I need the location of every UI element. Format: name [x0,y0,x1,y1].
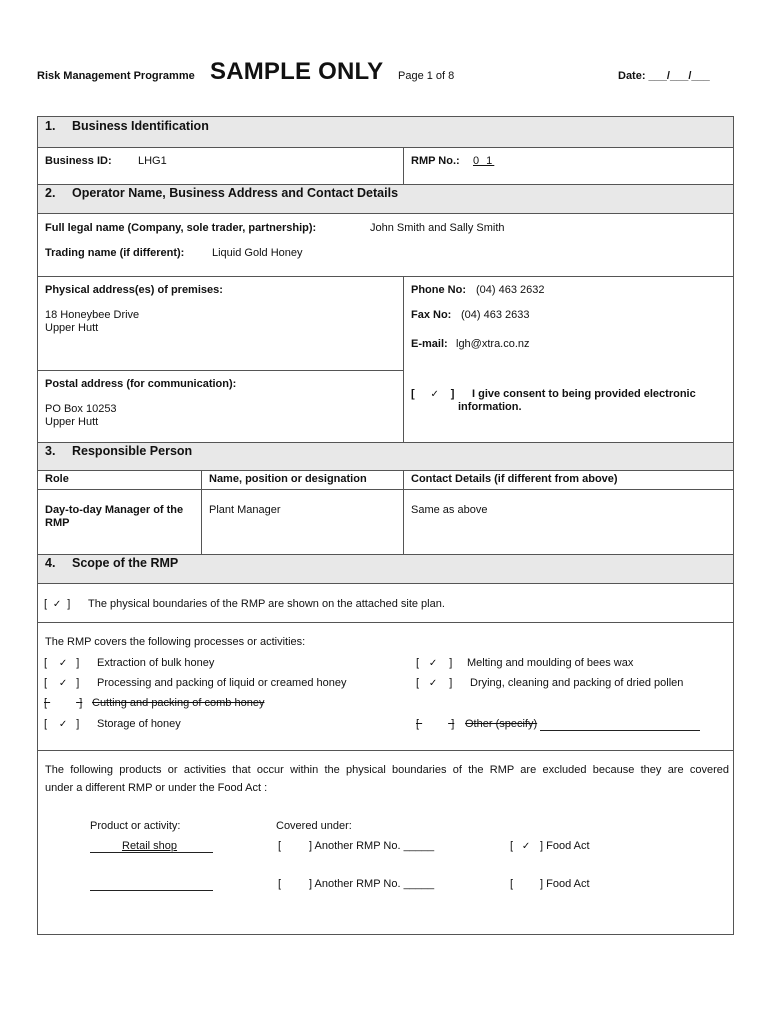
boundaries-checkbox[interactable] [44,598,70,610]
page-number: Page 1 of 8 [398,70,455,82]
open-bracket: [ [44,598,48,610]
consent-text-line2: information. [458,401,522,413]
specify-line[interactable] [540,730,700,731]
excluded-line1: The following products or activities that occur within the physical boundaries of the RMP are excluded because they are covered [45,764,729,776]
divider [403,148,404,184]
product-2-input[interactable] [90,890,213,891]
role-line2: RMP [45,517,70,529]
checkmark-icon: ✓ [521,841,531,852]
legal-name-value[interactable]: John Smith and Sally Smith [370,222,505,234]
close-bracket: ] [67,598,71,610]
open-bracket: [ [278,840,282,852]
activity-label: Melting and moulding of bees wax [467,657,634,669]
activity-checkbox[interactable] [44,697,82,709]
divider [37,622,734,623]
product-1-value[interactable]: Retail shop [122,840,178,852]
section-3-number: 3. [45,444,56,458]
business-id-value[interactable]: LHG1 [138,155,167,167]
close-bracket: ] [450,388,455,400]
date-field[interactable]: Date: ___/___/___ [618,70,710,82]
open-bracket: [ [44,657,48,669]
role-line1: Day-to-day Manager of the [45,504,184,516]
section-4-title: Scope of the RMP [72,556,179,570]
email-label: E-mail: [411,338,448,350]
section-1-header [37,116,734,148]
checkmark-icon: ✓ [430,389,439,400]
activity-checkbox[interactable] [44,677,79,689]
activity-checkbox[interactable] [416,718,454,730]
divider [37,489,734,490]
rmp-no-value[interactable]: 0 1 [473,155,495,167]
checkmark-icon: ✓ [58,678,68,689]
email-value[interactable]: lgh@xtra.co.nz [456,338,530,350]
another-rmp-checkbox[interactable] [278,878,281,890]
close-bracket: ] [76,718,80,730]
food-act-label: ] Food Act [540,840,590,852]
section-1-number: 1. [45,119,56,133]
section-4-number: 4. [45,556,56,570]
sample-only-title: SAMPLE ONLY [210,58,384,85]
open-bracket: [ [416,718,420,730]
column-contact: Contact Details (if different from above) [411,473,618,485]
open-bracket: [ [44,718,48,730]
section-1-title: Business Identification [72,119,209,133]
contact-value[interactable]: Same as above [411,504,488,516]
close-bracket: ] [451,718,455,730]
physical-address-line1[interactable]: 18 Honeybee Drive [45,309,140,321]
divider [403,471,404,554]
name-value[interactable]: Plant Manager [209,504,281,516]
postal-address-line1[interactable]: PO Box 10253 [45,403,117,415]
checkmark-icon: ✓ [52,599,62,610]
section-2-header [37,184,734,214]
checkmark-icon: ✓ [428,678,438,689]
open-bracket: [ [416,677,420,689]
empty-check-space [50,697,76,709]
product-underline [90,852,213,853]
another-rmp-label: ] Another RMP No. _____ [309,840,435,852]
physical-address-label: Physical address(es) of premises: [45,284,223,296]
another-rmp-checkbox[interactable] [278,840,281,852]
food-act-checkbox[interactable] [510,878,513,890]
fax-label: Fax No: [411,309,452,321]
section-2-number: 2. [45,186,56,200]
divider [37,750,734,751]
activity-label: Processing and packing of liquid or creamed honey [97,677,347,689]
close-bracket: ] [76,677,80,689]
section-2-title: Operator Name, Business Address and Contact Details [72,186,399,200]
empty-check-space [422,718,448,730]
trading-name-label: Trading name (if different): [45,247,185,259]
column-role: Role [45,473,69,485]
activity-label: Storage of honey [97,718,181,730]
open-bracket: [ [44,677,48,689]
legal-name-label: Full legal name (Company, sole trader, partnership): [45,222,317,234]
column-name: Name, position or designation [209,473,367,485]
another-rmp-label: ] Another RMP No. _____ [309,878,435,890]
open-bracket: [ [416,657,420,669]
activity-label: Extraction of bulk honey [97,657,215,669]
checkmark-icon: ✓ [58,658,68,669]
fax-value[interactable]: (04) 463 2633 [461,309,530,321]
activity-label: Other (specify) [465,718,538,730]
business-id-label: Business ID: [45,155,112,167]
activity-checkbox[interactable] [44,718,79,730]
boundaries-text: The physical boundaries of the RMP are shown on the attached site plan. [88,598,445,610]
section-3-header [37,442,734,471]
trading-name-value[interactable]: Liquid Gold Honey [212,247,303,259]
divider [201,471,202,554]
postal-address-label: Postal address (for communication): [45,378,237,390]
activity-checkbox[interactable] [416,677,452,689]
section-3-title: Responsible Person [72,444,193,458]
close-bracket: ] [449,677,453,689]
activity-label: Cutting and packing of comb honey [92,697,265,709]
close-bracket: ] [76,657,80,669]
phone-value[interactable]: (04) 463 2632 [476,284,545,296]
activity-label: Drying, cleaning and packing of dried pollen [470,677,684,689]
open-bracket: [ [510,878,514,890]
food-act-checkbox[interactable] [510,840,533,852]
consent-checkbox[interactable] [411,388,454,400]
phone-label: Phone No: [411,284,466,296]
postal-address-line2[interactable]: Upper Hutt [45,416,99,428]
consent-text-line1: I give consent to being provided electronic [472,388,696,400]
open-bracket: [ [44,697,48,709]
divider [403,276,404,442]
open-bracket: [ [510,840,514,852]
programme-title: Risk Management Programme [37,70,195,82]
divider [37,370,403,371]
section-4-header [37,554,734,584]
form-frame [37,116,734,935]
excluded-line2: under a different RMP or under the Food Act : [45,782,268,794]
close-bracket: ] [449,657,453,669]
open-bracket: [ [411,388,415,400]
physical-address-line2[interactable]: Upper Hutt [45,322,99,334]
checkmark-icon: ✓ [428,658,438,669]
covers-intro: The RMP covers the following processes or activities: [45,636,306,648]
activity-checkbox[interactable] [416,657,452,669]
checkmark-icon: ✓ [58,719,68,730]
activity-checkbox[interactable] [44,657,79,669]
open-bracket: [ [278,878,282,890]
food-act-label: ] Food Act [540,878,590,890]
product-header: Product or activity: [90,820,181,832]
covered-header: Covered under: [276,820,352,832]
close-bracket: ] [79,697,83,709]
rmp-no-label: RMP No.: [411,155,460,167]
divider [37,276,734,277]
